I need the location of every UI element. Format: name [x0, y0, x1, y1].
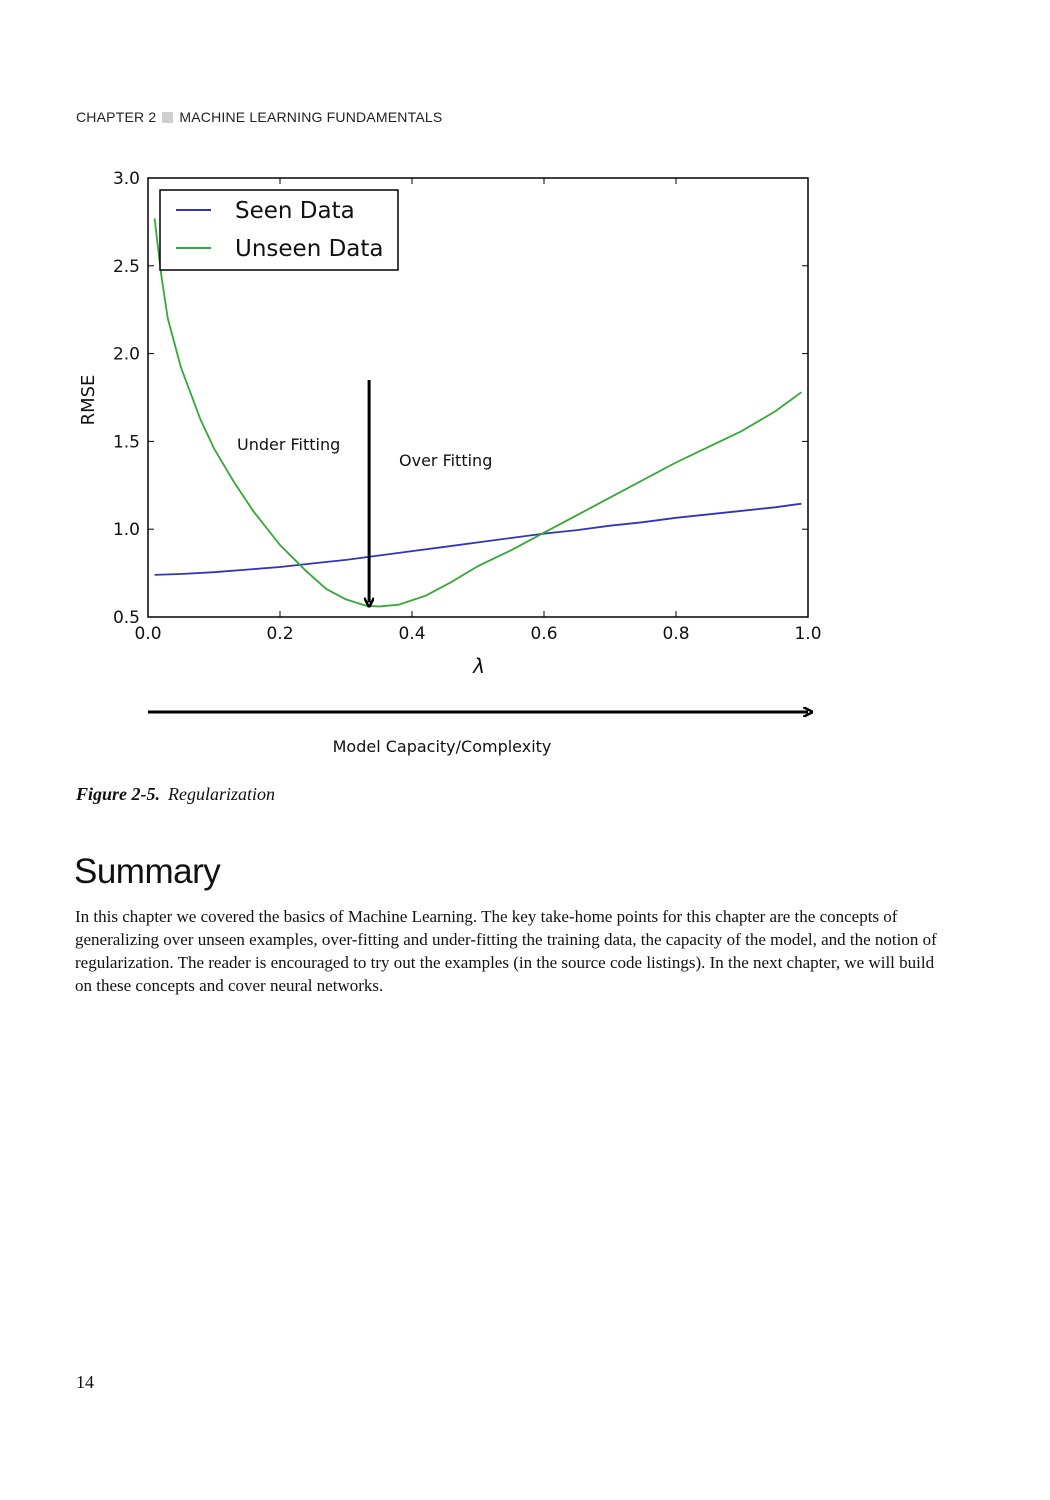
- x-tick-label: 0.8: [662, 624, 690, 644]
- y-tick-label: 1.5: [112, 432, 140, 453]
- y-tick-label: 1.0: [112, 520, 140, 541]
- y-axis-label: RMSE: [78, 374, 99, 426]
- y-tick-label: 0.5: [112, 608, 140, 628]
- separator-square-icon: [162, 112, 173, 123]
- over-fitting-label: Over Fitting: [399, 451, 493, 470]
- section-title: Summary: [74, 852, 221, 891]
- x-tick-label: 0.0: [134, 624, 162, 644]
- regularization-chart: [60, 160, 840, 770]
- x-tick-label: 0.6: [530, 624, 558, 644]
- figure-title: Regularization: [168, 784, 276, 804]
- under-fitting-label: Under Fitting: [237, 435, 341, 454]
- series-lines: [155, 218, 802, 606]
- y-tick-label: 2.0: [112, 344, 140, 365]
- x-axis-label: λ: [473, 654, 485, 678]
- legend-label-unseen-data: Unseen Data: [235, 236, 384, 262]
- chart-legend: [160, 190, 398, 270]
- x-tick-label: 1.0: [794, 624, 822, 644]
- legend-label-seen-data: Seen Data: [235, 198, 355, 224]
- page-number: 14: [76, 1372, 94, 1392]
- x-tick-label: 0.2: [266, 624, 294, 644]
- series-line-unseen-data: [155, 218, 802, 606]
- capacity-label: Model Capacity/Complexity: [332, 737, 552, 756]
- y-tick-label: 2.5: [112, 256, 140, 277]
- chapter-title: MACHINE LEARNING FUNDAMENTALS: [179, 109, 443, 125]
- figure-caption: [76, 784, 275, 805]
- figure-number: Figure 2-5.: [76, 784, 161, 804]
- chapter-label: CHAPTER 2: [76, 109, 157, 125]
- series-line-seen-data: [155, 504, 802, 575]
- y-tick-label: 3.0: [112, 169, 140, 189]
- summary-paragraph: In this chapter we covered the basics of Machine Learning. The key take-home points for this chapter are the concepts of generalizing over unseen examples, over-fitting and under-fitting the training data, the capacity of the model, and the notion of regularization. The reader is encouraged to try out the examples (in the source code listings). In the next chapter, we will build on these concepts and cover neural networks.: [75, 907, 937, 995]
- running-head: [76, 109, 442, 125]
- x-tick-label: 0.4: [398, 624, 426, 644]
